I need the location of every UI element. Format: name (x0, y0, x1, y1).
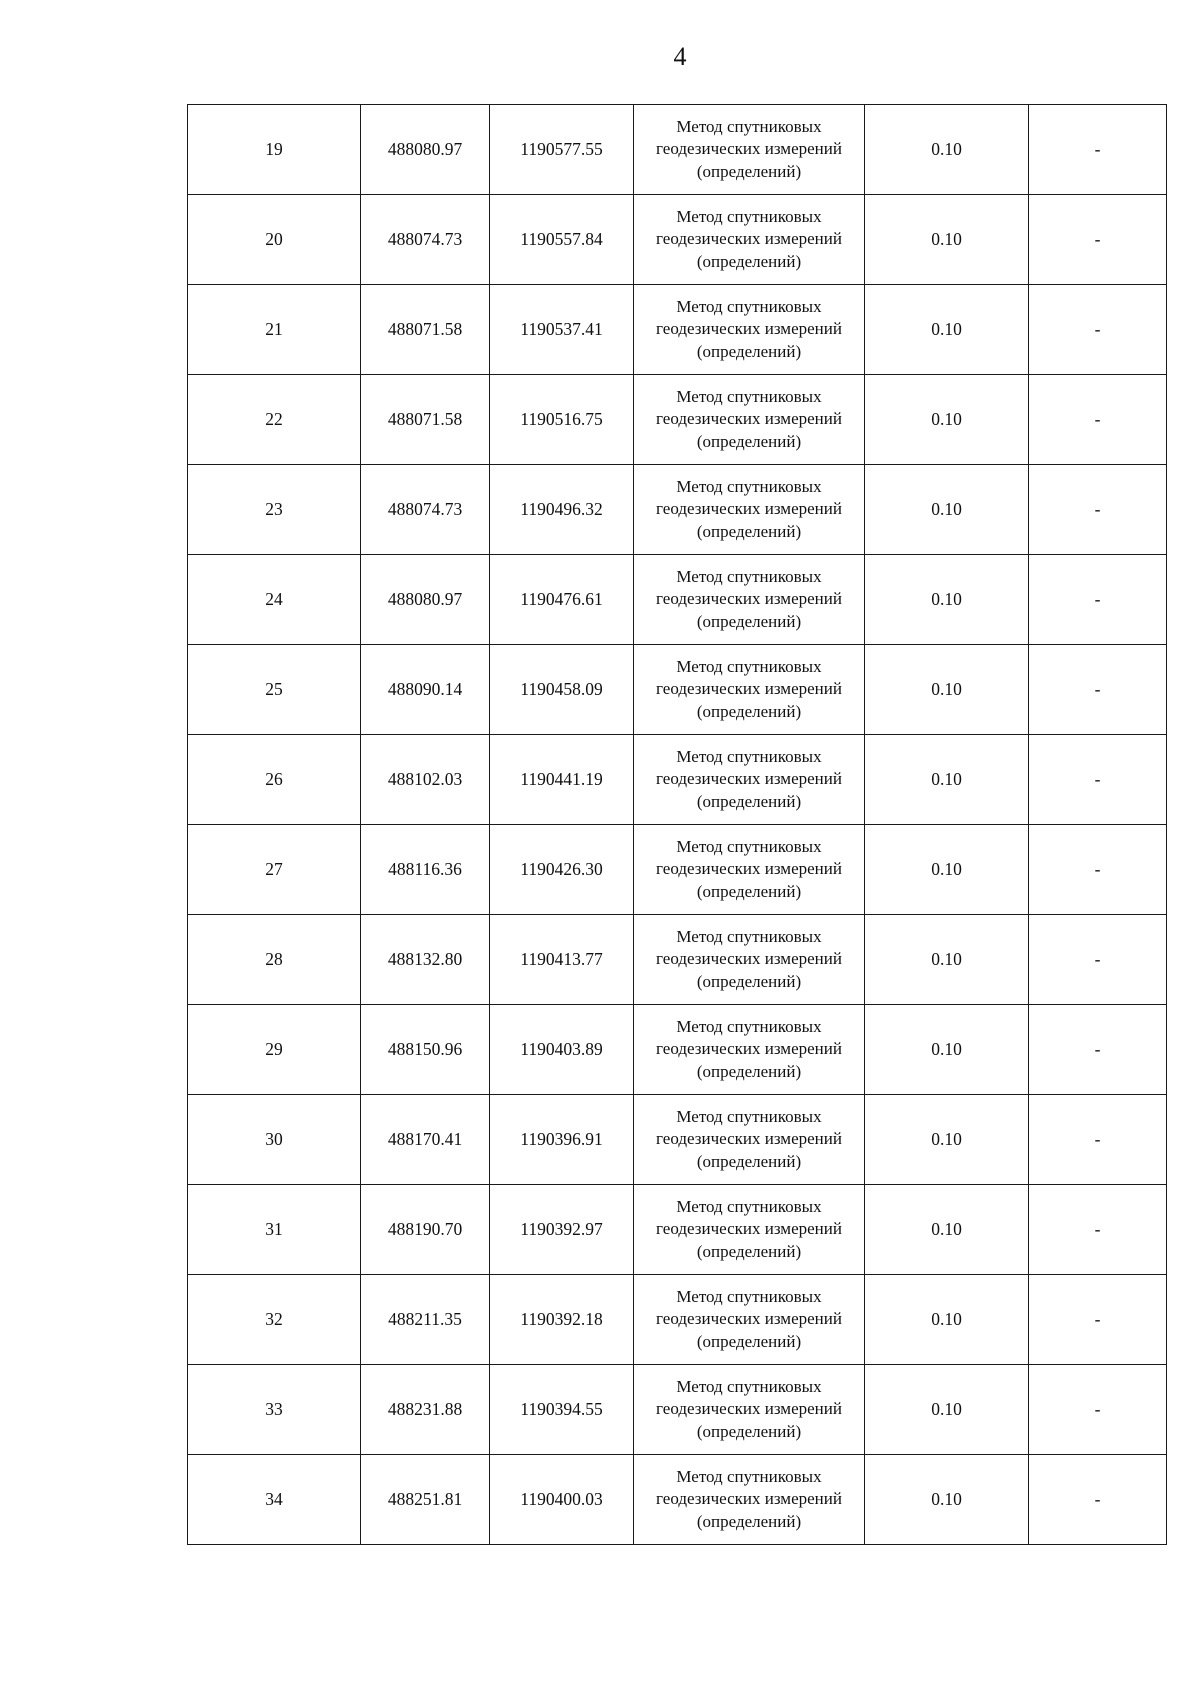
coordinates-table (187, 104, 1167, 1545)
note: - (1029, 195, 1167, 285)
point-number: 27 (188, 825, 361, 915)
table-row (188, 1365, 1167, 1455)
coordinate-x: 488231.88 (361, 1365, 490, 1455)
method-text: Метод спутниковых геодезических измерений (определений) (656, 1467, 842, 1531)
accuracy: 0.10 (865, 1095, 1029, 1185)
accuracy: 0.10 (865, 285, 1029, 375)
coordinate-y: 1190413.77 (490, 915, 634, 1005)
table-row (188, 1185, 1167, 1275)
method-text: Метод спутниковых геодезических измерений (определений) (656, 1287, 842, 1351)
note: - (1029, 1275, 1167, 1365)
table-row (188, 195, 1167, 285)
accuracy: 0.10 (865, 105, 1029, 195)
table-row (188, 1095, 1167, 1185)
coordinate-x: 488080.97 (361, 555, 490, 645)
coordinate-y: 1190537.41 (490, 285, 634, 375)
method-cell (634, 195, 865, 285)
table-row (188, 825, 1167, 915)
method-cell (634, 1005, 865, 1095)
method-cell (634, 555, 865, 645)
point-number: 26 (188, 735, 361, 825)
table-row (188, 555, 1167, 645)
coordinate-y: 1190496.32 (490, 465, 634, 555)
method-text: Метод спутниковых геодезических измерений (определений) (656, 207, 842, 271)
coordinate-x: 488132.80 (361, 915, 490, 1005)
accuracy: 0.10 (865, 1275, 1029, 1365)
method-text: Метод спутниковых геодезических измерений (определений) (656, 297, 842, 361)
accuracy: 0.10 (865, 735, 1029, 825)
note: - (1029, 825, 1167, 915)
accuracy: 0.10 (865, 1005, 1029, 1095)
method-text: Метод спутниковых геодезических измерений (определений) (656, 1197, 842, 1261)
method-cell (634, 1095, 865, 1185)
note: - (1029, 465, 1167, 555)
point-number: 19 (188, 105, 361, 195)
coordinate-y: 1190476.61 (490, 555, 634, 645)
method-text: Метод спутниковых геодезических измерений (определений) (656, 837, 842, 901)
method-cell (634, 105, 865, 195)
coordinate-y: 1190403.89 (490, 1005, 634, 1095)
coordinate-x: 488074.73 (361, 465, 490, 555)
accuracy: 0.10 (865, 375, 1029, 465)
note: - (1029, 285, 1167, 375)
method-text: Метод спутниковых геодезических измерений (определений) (656, 1107, 842, 1171)
coordinate-y: 1190392.18 (490, 1275, 634, 1365)
method-cell (634, 915, 865, 1005)
point-number: 24 (188, 555, 361, 645)
coordinates-table-body (188, 105, 1167, 1545)
method-text: Метод спутниковых геодезических измерений (определений) (656, 387, 842, 451)
accuracy: 0.10 (865, 1185, 1029, 1275)
coordinate-x: 488211.35 (361, 1275, 490, 1365)
point-number: 25 (188, 645, 361, 735)
note: - (1029, 645, 1167, 735)
page-number: 4 (673, 42, 687, 71)
table-row (188, 285, 1167, 375)
table-row (188, 1005, 1167, 1095)
coordinate-x: 488150.96 (361, 1005, 490, 1095)
point-number: 30 (188, 1095, 361, 1185)
point-number: 32 (188, 1275, 361, 1365)
point-number: 29 (188, 1005, 361, 1095)
coordinate-x: 488090.14 (361, 645, 490, 735)
point-number: 20 (188, 195, 361, 285)
accuracy: 0.10 (865, 555, 1029, 645)
point-number: 34 (188, 1455, 361, 1545)
coordinate-y: 1190557.84 (490, 195, 634, 285)
note: - (1029, 555, 1167, 645)
table-row (188, 645, 1167, 735)
coordinate-y: 1190577.55 (490, 105, 634, 195)
table-row (188, 105, 1167, 195)
method-text: Метод спутниковых геодезических измерений (определений) (656, 927, 842, 991)
method-cell (634, 735, 865, 825)
point-number: 28 (188, 915, 361, 1005)
coordinate-y: 1190516.75 (490, 375, 634, 465)
point-number: 33 (188, 1365, 361, 1455)
method-text: Метод спутниковых геодезических измерений (определений) (656, 477, 842, 541)
table-row (188, 915, 1167, 1005)
method-cell (634, 375, 865, 465)
method-cell (634, 645, 865, 735)
coordinate-y: 1190400.03 (490, 1455, 634, 1545)
method-text: Метод спутниковых геодезических измерений (определений) (656, 747, 842, 811)
accuracy: 0.10 (865, 195, 1029, 285)
note: - (1029, 1005, 1167, 1095)
note: - (1029, 105, 1167, 195)
note: - (1029, 915, 1167, 1005)
note: - (1029, 1455, 1167, 1545)
method-text: Метод спутниковых геодезических измерений (определений) (656, 1377, 842, 1441)
coordinate-x: 488102.03 (361, 735, 490, 825)
table-row (188, 735, 1167, 825)
coordinate-x: 488080.97 (361, 105, 490, 195)
method-cell (634, 1365, 865, 1455)
note: - (1029, 1095, 1167, 1185)
method-text: Метод спутниковых геодезических измерений (определений) (656, 117, 842, 181)
note: - (1029, 735, 1167, 825)
coordinate-y: 1190392.97 (490, 1185, 634, 1275)
coordinate-x: 488071.58 (361, 285, 490, 375)
accuracy: 0.10 (865, 1455, 1029, 1545)
method-text: Метод спутниковых геодезических измерений (определений) (656, 657, 842, 721)
note: - (1029, 1365, 1167, 1455)
accuracy: 0.10 (865, 915, 1029, 1005)
coordinate-y: 1190396.91 (490, 1095, 634, 1185)
method-text: Метод спутниковых геодезических измерений (определений) (656, 1017, 842, 1081)
method-cell (634, 285, 865, 375)
method-cell (634, 1185, 865, 1275)
method-text: Метод спутниковых геодезических измерений (определений) (656, 567, 842, 631)
table-row (188, 375, 1167, 465)
accuracy: 0.10 (865, 645, 1029, 735)
coordinate-x: 488170.41 (361, 1095, 490, 1185)
table-row (188, 465, 1167, 555)
accuracy: 0.10 (865, 465, 1029, 555)
point-number: 22 (188, 375, 361, 465)
coordinate-x: 488071.58 (361, 375, 490, 465)
coordinate-y: 1190441.19 (490, 735, 634, 825)
table-row (188, 1455, 1167, 1545)
point-number: 31 (188, 1185, 361, 1275)
accuracy: 0.10 (865, 825, 1029, 915)
method-cell (634, 465, 865, 555)
method-cell (634, 1275, 865, 1365)
coordinate-x: 488251.81 (361, 1455, 490, 1545)
point-number: 23 (188, 465, 361, 555)
coordinate-x: 488074.73 (361, 195, 490, 285)
note: - (1029, 375, 1167, 465)
coordinate-x: 488190.70 (361, 1185, 490, 1275)
accuracy: 0.10 (865, 1365, 1029, 1455)
coordinate-y: 1190458.09 (490, 645, 634, 735)
table-row (188, 1275, 1167, 1365)
coordinate-y: 1190426.30 (490, 825, 634, 915)
coordinate-y: 1190394.55 (490, 1365, 634, 1455)
method-cell (634, 1455, 865, 1545)
method-cell (634, 825, 865, 915)
note: - (1029, 1185, 1167, 1275)
coordinate-x: 488116.36 (361, 825, 490, 915)
point-number: 21 (188, 285, 361, 375)
